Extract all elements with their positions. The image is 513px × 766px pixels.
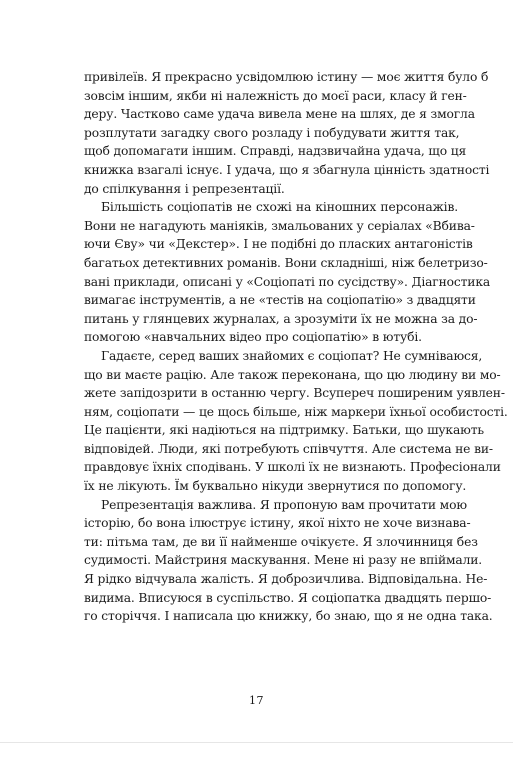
paragraph-3 bbox=[84, 347, 508, 496]
body-text bbox=[84, 68, 508, 626]
text-line: питань у глянцевих журналах, а зрозуміти їх не можна за до- bbox=[84, 311, 478, 326]
text-line: книжка взагалі існує. І удача, що я збагнула цінність здатності bbox=[84, 162, 490, 177]
text-line: зовсім іншим, якби ні належність до моєї раси, класу й ген- bbox=[84, 88, 467, 103]
paragraph-4 bbox=[84, 496, 493, 626]
text-line: Вони не нагадують маніяків, змальованих у серіалах «Вбива- bbox=[84, 218, 475, 233]
text-line: Це пацієнти, які надіються на підтримку. Батьки, що шукають bbox=[84, 423, 484, 438]
text-line: історію, бо вона ілюструє істину, якої ніхто не хоче визнава- bbox=[84, 516, 471, 531]
text-line: вимагає інструментів, а не «тестів на соціопатію» з двадцяти bbox=[84, 293, 476, 308]
text-line: жете запідозрити в останню чергу. Всупереч поширеним уявлен- bbox=[84, 386, 505, 401]
text-line: Я рідко відчувала жалість. Я доброзичлива. Відповідальна. Не- bbox=[84, 572, 488, 587]
text-line: ючи Єву» чи «Декстер». І не подібні до пласких антагоністів bbox=[84, 237, 473, 252]
text-line: Гадаєте, серед ваших знайомих є соціопат? Не сумніваюся, bbox=[101, 348, 483, 363]
text-line: їх не лікують. Їм буквально нікуди звернутися по допомогу. bbox=[84, 479, 467, 494]
text-line: щоб допомагати іншим. Справді, надзвичайна удача, що ця bbox=[84, 144, 467, 159]
paragraph-2 bbox=[84, 198, 491, 347]
page-number: 17 bbox=[249, 694, 264, 707]
text-line: судимості. Майстриня маскування. Мене ні разу не впіймали. bbox=[84, 553, 483, 568]
text-line: ти: пітьма там, де ви її найменше очікуєте. Я злочинниця без bbox=[84, 534, 478, 549]
text-line: розплутати загадку свого розладу і побудувати життя так, bbox=[84, 125, 460, 140]
text-line: багатьох детективних романів. Вони складніші, ніж белетризо- bbox=[84, 255, 488, 270]
text-line: го сторіччя. І написала цю книжку, бо знаю, що я не одна така. bbox=[84, 609, 493, 624]
text-line: ням, соціопати — це щось більше, ніж маркери їхньої особистості. bbox=[84, 404, 508, 419]
text-line: привілеїв. Я прекрасно усвідомлюю істину — моє життя було б bbox=[84, 70, 489, 84]
text-line: правдовує їхніх сподівань. У школі їх не визнають. Професіонали bbox=[84, 460, 501, 475]
text-line: видима. Вписуюся в суспільство. Я соціопатка двадцять першо- bbox=[84, 590, 492, 605]
text-line: помогою «навчальних відео про соціопатію» в ютубі. bbox=[84, 330, 422, 345]
text-line: Більшість соціопатів не схожі на кіношних персонажів. bbox=[101, 200, 458, 215]
paragraph-1 bbox=[84, 68, 490, 198]
text-line: до спілкування і репрезентації. bbox=[84, 181, 285, 196]
text-line: деру. Частково саме удача вивела мене на шлях, де я змогла bbox=[84, 107, 475, 122]
text-line: Репрезентація важлива. Я пропоную вам прочитати мою bbox=[101, 497, 467, 512]
page-edge-divider bbox=[0, 742, 513, 743]
text-line: відповідей. Люди, які потребують співчуття. Але система не ви- bbox=[84, 441, 493, 456]
text-line: вані приклади, описані у «Соціопаті по сусідству». Діагностика bbox=[84, 274, 491, 289]
text-line: що ви маєте рацію. Але також переконана, що цю людину ви мо- bbox=[84, 367, 501, 382]
